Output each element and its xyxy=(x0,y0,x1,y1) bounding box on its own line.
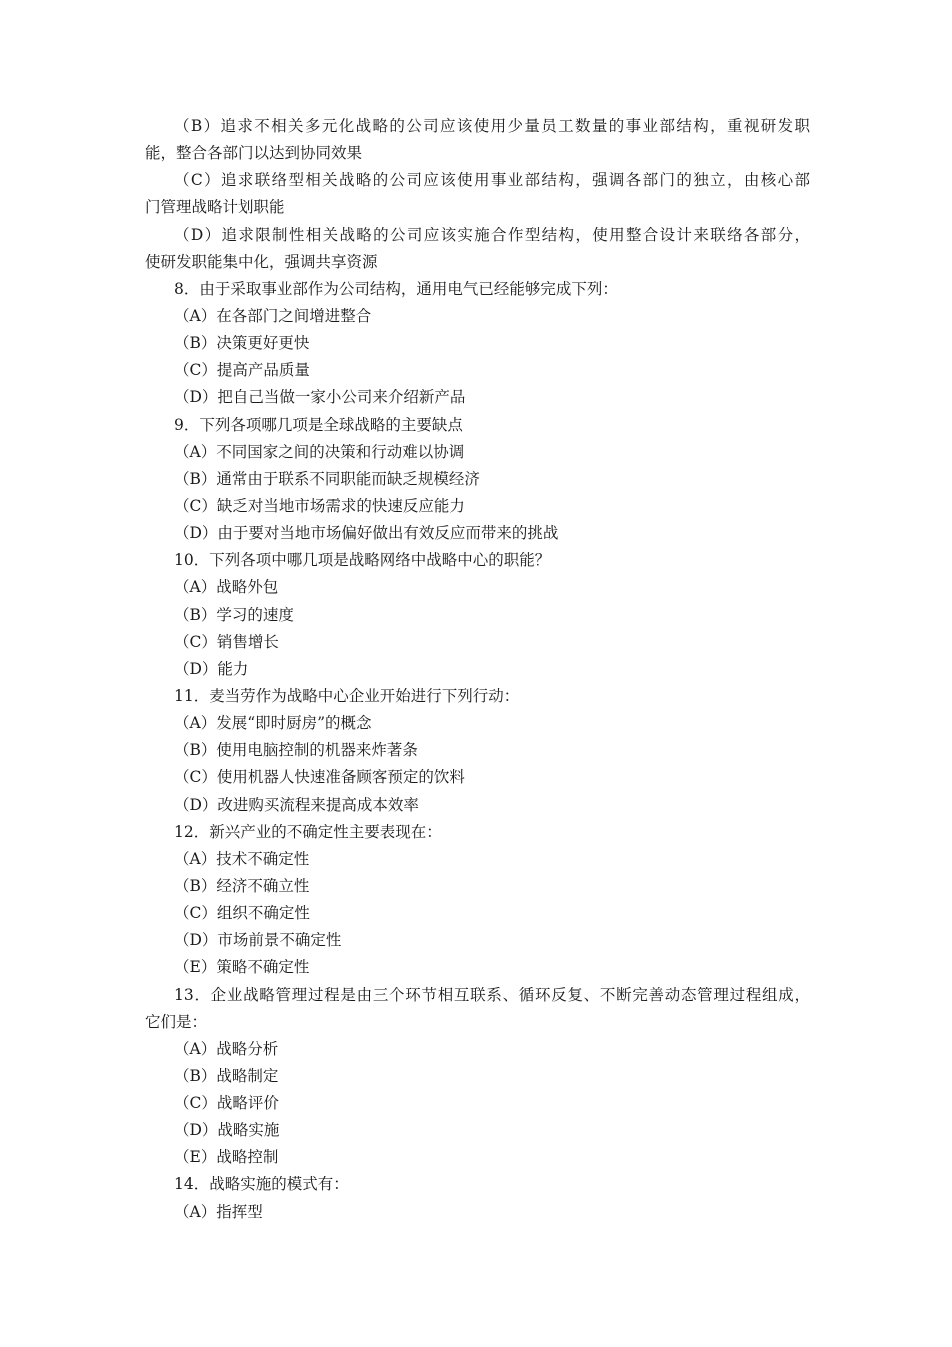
text-line: （B）经济不确立性 xyxy=(174,876,310,895)
text-line: 10．下列各项中哪几项是战略网络中战略中心的职能？ xyxy=(174,551,551,570)
text-line: （A）技术不确定性 xyxy=(174,849,310,868)
text-line: （D）市场前景不确定性 xyxy=(174,931,342,950)
text-line: 12．新兴产业的不确定性主要表现在： xyxy=(174,822,442,841)
text-line: 能，整合各部门以达到协同效果 xyxy=(145,144,363,163)
text-line: （B）战略制定 xyxy=(174,1066,279,1085)
text-line: （C）销售增长 xyxy=(174,632,279,651)
text-line: （A）战略分析 xyxy=(174,1039,279,1058)
text-line: （D）改进购买流程来提高成本效率 xyxy=(174,795,419,814)
text-line: （C）使用机器人快速准备顾客预定的饮料 xyxy=(174,768,465,787)
text-line: （E）策略不确定性 xyxy=(174,958,310,977)
text-line: （C）追求联络型相关战略的公司应该使用事业部结构，强调各部门的独立，由核心部 xyxy=(174,171,810,190)
text-line: （A）发展“即时厨房”的概念 xyxy=(174,714,372,733)
text-line: （B）决策更好更快 xyxy=(174,334,310,353)
text-line: （D）把自己当做一家小公司来介绍新产品 xyxy=(174,388,466,407)
text-line: 14．战略实施的模式有： xyxy=(174,1175,349,1194)
text-line: （A）指挥型 xyxy=(174,1202,263,1221)
document-body xyxy=(145,113,810,1226)
text-line: 使研发职能集中化，强调共享资源 xyxy=(145,252,378,271)
text-line: （D）能力 xyxy=(174,659,249,678)
text-line: 9．下列各项哪几项是全球战略的主要缺点 xyxy=(174,415,463,434)
text-line: （A）战略外包 xyxy=(174,578,279,597)
text-line: （C）组织不确定性 xyxy=(174,904,310,923)
text-line: （D）战略实施 xyxy=(174,1121,280,1140)
text-line: （C）战略评价 xyxy=(174,1094,279,1113)
text-line: 门管理战略计划职能 xyxy=(145,198,285,217)
text-line: （C）提高产品质量 xyxy=(174,361,310,380)
text-line: 11．麦当劳作为战略中心企业开始进行下列行动： xyxy=(174,686,520,705)
text-line: （C）缺乏对当地市场需求的快速反应能力 xyxy=(174,496,465,515)
text-line: （B）通常由于联系不同职能而缺乏规模经济 xyxy=(174,469,480,488)
text-line: 它们是： xyxy=(145,1012,208,1031)
text-line: 8．由于采取事业部作为公司结构，通用电气已经能够完成下列： xyxy=(174,279,618,298)
text-line: （E）战略控制 xyxy=(174,1148,279,1167)
text-line: 13．企业战略管理过程是由三个环节相互联系、循环反复、不断完善动态管理过程组成， xyxy=(174,985,810,1004)
text-line: （A）在各部门之间增进整合 xyxy=(174,306,372,325)
text-line: （D）追求限制性相关战略的公司应该实施合作型结构，使用整合设计来联络各部分， xyxy=(174,225,810,244)
text-line: （B）学习的速度 xyxy=(174,605,294,624)
text-line: （B）使用电脑控制的机器来炸著条 xyxy=(174,741,418,760)
text-line: （D）由于要对当地市场偏好做出有效反应而带来的挑战 xyxy=(174,524,559,543)
text-line: （B）追求不相关多元化战略的公司应该使用少量员工数量的事业部结构，重视研发职 xyxy=(174,117,810,135)
text-line: （A）不同国家之间的决策和行动难以协调 xyxy=(174,442,465,461)
